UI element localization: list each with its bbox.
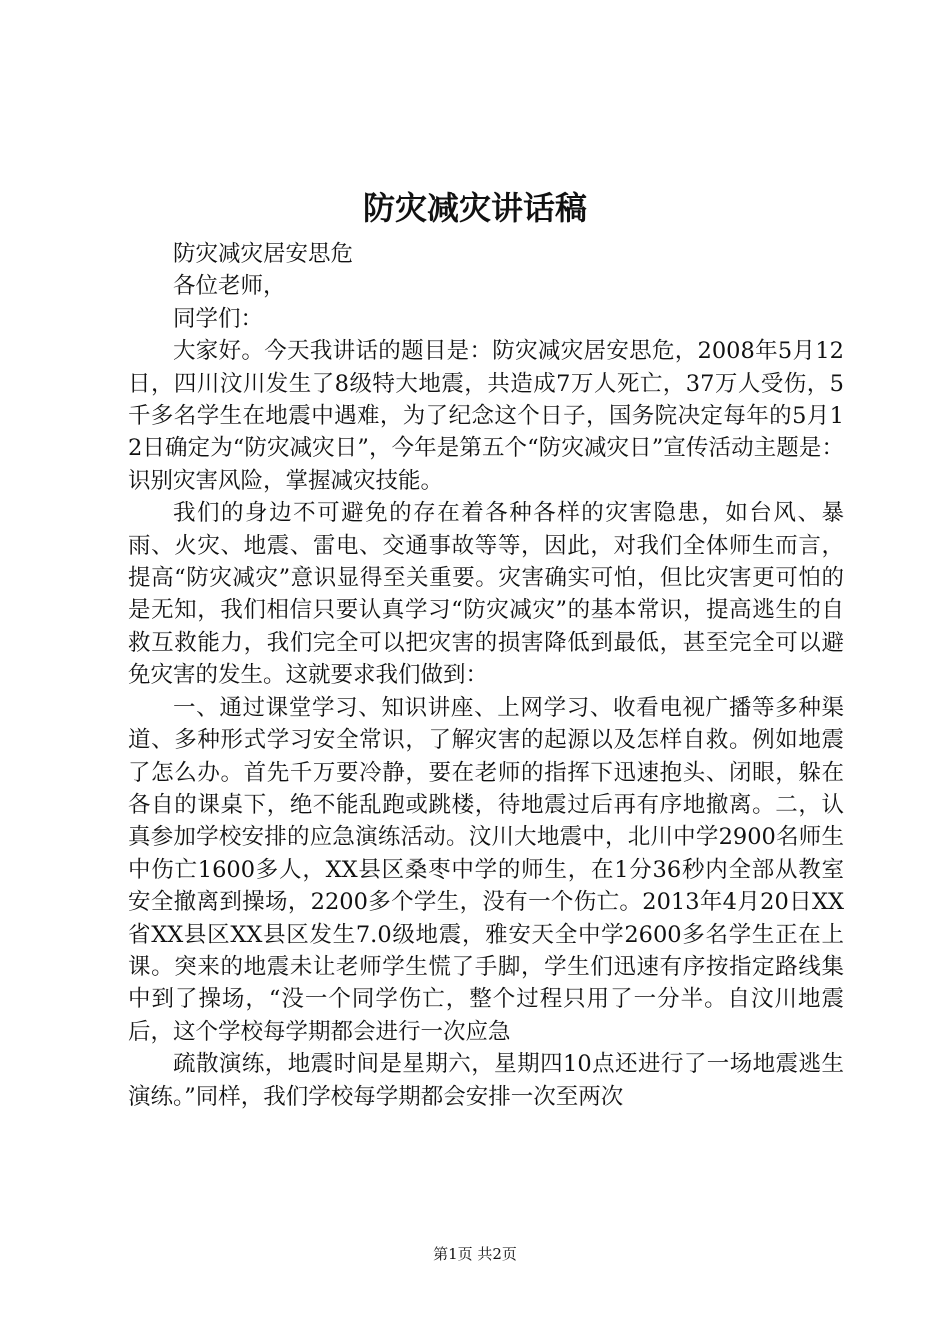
paragraph-drill: 疏散演练，地震时间是星期六，星期四10点还进行了一场地震逃生演练。”同样，我们学校每学期都会安排一次至两次 [128, 1051, 844, 1110]
paragraph-salutation-students: 同学们： [173, 305, 264, 332]
document-title: 防灾减灾讲话稿 [362, 189, 587, 227]
paragraph-salutation-teachers: 各位老师， [173, 273, 286, 300]
paragraph-measures: 一、通过课堂学习、知识讲座、上网学习、收看电视广播等多种渠道、多种形式学习安全常识，了解灾害的起源以及怎样自救。例如地震了怎么办。首先千万要冷静，要在老师的指挥下迅速抱头、闭眼，躲在各自的课桌下，绝不能乱跑或跳楼，待地震过后再有序地撤离。二，认真参加学校安排的应急演练活动。汶川大地震中，北川中学2900名师生中伤亡1600多人，XX县区桑枣中学的师生，在1分36秒内全部从教室安全撤离到操场，2200多个学生，没有一个伤亡。2013年4月20日XX省XX县区XX县区发生7.0级地震，雅安天全中学2600多名学生正在上课。突来的地震未让老师学生慌了手脚，学生们迅速有序按指定路线集中到了操场，“没一个同学伤亡，整个过程只用了一分半。自汶川地震后，这个学校每学期都会进行一次应急 [128, 694, 844, 1045]
paragraph-heading: 防灾减灾居安思危 [173, 241, 354, 267]
document-body [128, 238, 844, 1113]
page-number-footer: 第1页 共2页 [433, 1245, 517, 1263]
paragraph-intro: 大家好。今天我讲话的题目是：防灾减灾居安思危，2008年5月12日，四川汶川发生了8级特大地震，共造成7万人死亡，37万人受伤，5千多名学生在地震中遇难，为了纪念这个日子，国务院决定每年的5月12日确定为“防灾减灾日”，今年是第五个“防灾减灾日”宣传活动主题是：识别灾害风险，掌握减灾技能。 [128, 338, 844, 494]
paragraph-hazards: 我们的身边不可避免的存在着各种各样的灾害隐患，如台风、暴雨、火灾、地震、雷电、交通事故等等，因此，对我们全体师生而言，提高“防灾减灾”意识显得至关重要。灾害确实可怕，但比灾害更可怕的是无知，我们相信只要认真学习“防灾减灾”的基本常识，提高逃生的自救互救能力，我们完全可以把灾害的损害降低到最低，甚至完全可以避免灾害的发生。这就要求我们做到： [128, 500, 844, 689]
